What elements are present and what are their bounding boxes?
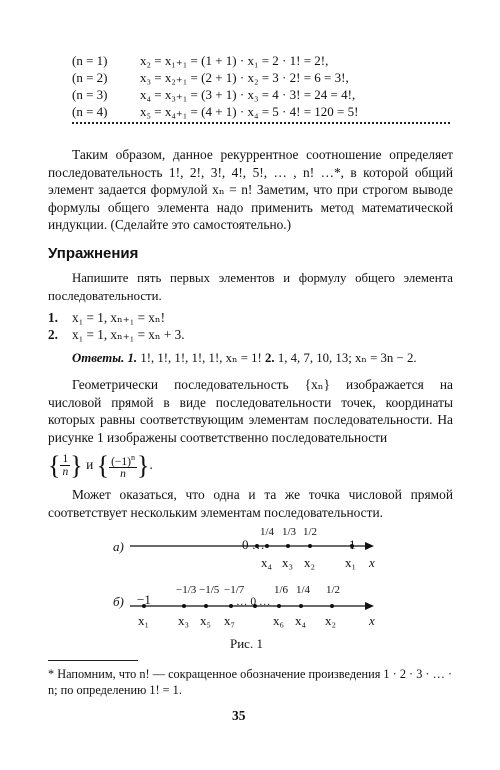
point-x4-a — [265, 544, 269, 548]
answers-text: 1!, 1!, 1!, 1!, 1!, xₙ = 1! — [140, 351, 262, 365]
exercise-num-2: 2. — [48, 327, 58, 342]
axis-arrow-b — [365, 602, 374, 610]
point-x3-a — [286, 544, 290, 548]
eq-formula-4: x₅ = x₄₊₁ = (4 + 1) · x₄ = 5 · 4! = 120 = 5! — [140, 104, 359, 119]
point-label-x2-a: x₂ — [304, 555, 316, 570]
axis-var-a: x — [369, 555, 375, 570]
point-label-x4-b: x₄ — [295, 613, 307, 628]
point-x2-a — [308, 544, 312, 548]
eq-case-4: (n = 4) — [72, 104, 108, 119]
point-x5-b — [204, 604, 208, 608]
point-x3-b — [182, 604, 186, 608]
eq-formula-3: x₄ = x₃₊₁ = (3 + 1) · x₃ = 4 · 3! = 24 = 4!, — [140, 87, 356, 102]
figure-a-label: а) — [113, 539, 124, 554]
tick-m7-b: −1/7 — [224, 584, 245, 596]
footnote-rule — [48, 660, 138, 661]
point-label-x4-a: x₄ — [261, 555, 273, 570]
paragraph-factorial: Таким образом, данное рекуррентное соотношение определяет последовательность 1!, 2!, 3!, 4!, 5!, … , n! …*, в которой общий элемент задается формулой xₙ = n! Заметим, что при строгом выводе формулы общего элемента надо применить метод математической индукции. (Сделайте это самостоятельно.) — [48, 147, 453, 233]
point-x7-b — [229, 604, 233, 608]
tick-zero-a: 0 … — [242, 537, 265, 552]
tick-m5-b: −1/5 — [199, 584, 220, 596]
paragraph-same-point: Может оказаться, что одна и та же точка числовой прямой соответствует нескольким элементам последовательности. — [48, 487, 453, 520]
axis-var-b: x — [369, 613, 375, 628]
point-label-x1-b: x₁ — [138, 613, 150, 628]
eq-formula-1: x₂ = x₁₊₁ = (1 + 1) · x₁ = 2 · 1! = 2!, — [140, 53, 329, 68]
tick-m1-b: −1 — [137, 592, 151, 607]
brace-open-1: { — [48, 450, 61, 480]
point-label-x3-b: x₃ — [178, 613, 190, 628]
point-x2-b — [330, 604, 334, 608]
answers-text-2: 1, 4, 7, 10, 13; xₙ = 3n − 2. — [277, 351, 417, 365]
figure-b-label: б) — [113, 594, 124, 609]
brace-open-2: { — [96, 450, 110, 480]
eq-case-2: (n = 2) — [72, 70, 108, 85]
point-label-x7-b: x₇ — [224, 613, 236, 628]
eq-case-3: (n = 3) — [72, 87, 108, 102]
brace-close-2: } — [137, 450, 150, 480]
tick-quarter-a: 1/4 — [260, 526, 275, 538]
sequence-examples: { $\frac{1}{n}$ } и { $\frac{(-1)^n}{n}$ }. — [48, 450, 153, 481]
tick-p2-b: 1/2 — [326, 584, 341, 596]
brace-close-1: } — [70, 450, 83, 480]
answers — [72, 350, 417, 367]
exercise-text-2: x₁ = 1, xₙ₊₁ = xₙ + 3. — [72, 327, 185, 342]
exercise-text-1: x₁ = 1, xₙ₊₁ = xₙ! — [72, 310, 165, 325]
point-label-x6-b: x₆ — [273, 613, 285, 628]
point-label-x2-b: x₂ — [325, 613, 337, 628]
tick-zero-b: … 0 … — [236, 596, 271, 608]
point-label-x3-a: x₃ — [282, 555, 294, 570]
answers-label-2: 2. — [265, 351, 275, 365]
tick-one-a: 1 — [349, 537, 356, 552]
fraction-1-over-n: $\frac{1}{n}$ — [62, 453, 69, 479]
tick-third-a: 1/3 — [282, 526, 297, 538]
footnote: * Напомним, что n! — сокращенное обозначение произведения 1 · 2 · 3 · … · n; по определению 1! = 1. — [48, 667, 453, 697]
and-word: и — [86, 457, 94, 472]
point-label-x5-b: x₅ — [200, 613, 212, 628]
eq-case-1: (n = 1) — [72, 53, 108, 68]
point-x6-b — [277, 604, 281, 608]
tick-half-a: 1/2 — [303, 526, 318, 538]
exercise-num-1: 1. — [48, 310, 58, 325]
page-number: 35 — [232, 708, 246, 723]
paragraph-geometric: Геометрически последовательность {xₙ} изображается на числовой прямой в виде последовательности точек, координаты которых равны соответствующим элементам последовательности. На рисунке 1 изображены соответственно последовательности — [48, 377, 453, 445]
answers-label: Ответы. 1. — [72, 351, 138, 365]
figure-caption: Рис. 1 — [230, 636, 263, 651]
eq-formula-2: x₃ = x₂₊₁ = (2 + 1) · x₂ = 3 · 2! = 6 = 3!, — [140, 70, 349, 85]
dotted-divider — [72, 122, 450, 124]
point-label-x1-a: x₁ — [345, 555, 357, 570]
fraction-alternating: $\frac{(-1)^n}{n}$ — [111, 452, 135, 481]
tick-p4-b: 1/4 — [296, 584, 311, 596]
exercise-task: Напишите пять первых элементов и формулу общего элемента последовательности. — [48, 271, 453, 303]
point-x4-b — [299, 604, 303, 608]
tick-m3-b: −1/3 — [176, 584, 197, 596]
section-heading: Упражнения — [48, 245, 139, 262]
tick-p6-b: 1/6 — [274, 584, 289, 596]
axis-arrow-a — [365, 542, 374, 550]
